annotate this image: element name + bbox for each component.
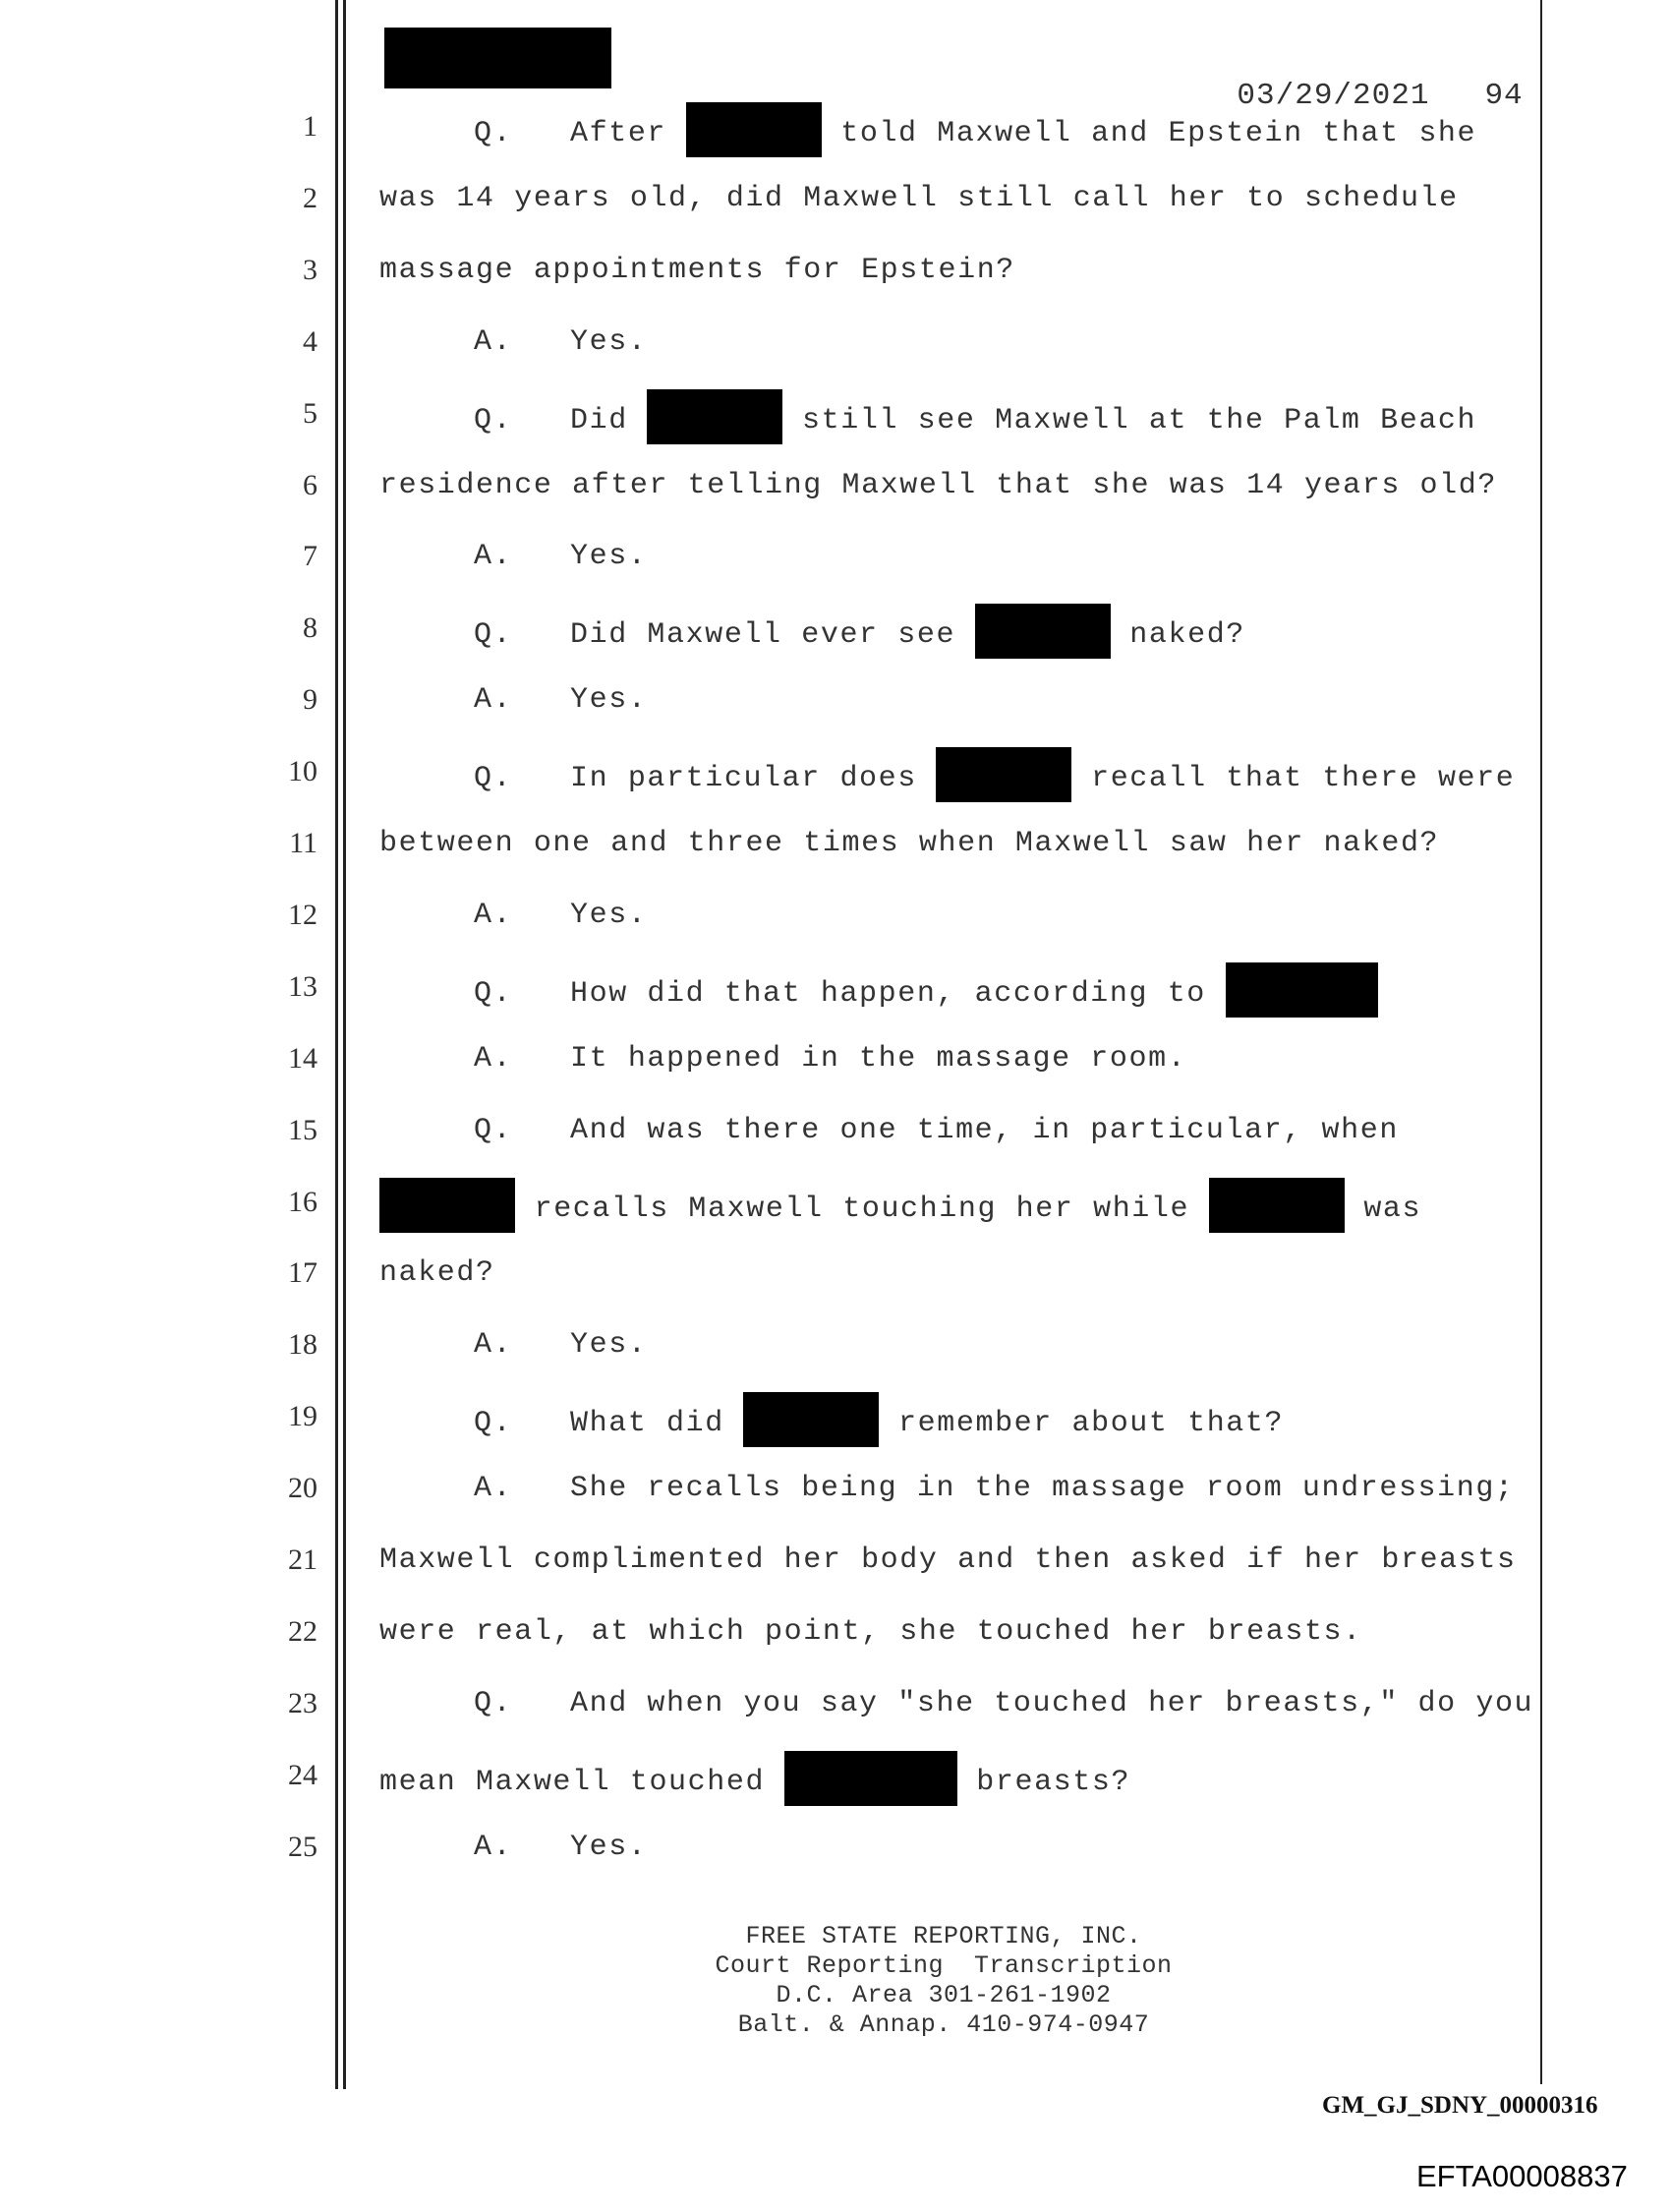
line-text — [379, 469, 1497, 502]
line-text-segment: A. Yes. — [474, 1328, 648, 1363]
transcript-line — [0, 1114, 1671, 1173]
line-text-segment: massage appointments for Epstein? — [379, 253, 1015, 287]
line-number: 2 — [303, 181, 317, 214]
transcript-line — [0, 611, 1671, 670]
line-text-segment: Q. And was there one time, in particular, when — [474, 1113, 1399, 1147]
line-number: 8 — [303, 611, 317, 645]
line-text-segment: naked? — [1110, 618, 1245, 653]
line-number: 14 — [288, 1041, 317, 1075]
line-text-segment: Q. Did — [474, 403, 648, 437]
line-number: 25 — [288, 1830, 317, 1863]
line-number: 15 — [288, 1113, 317, 1146]
line-text-segment: were real, at which point, she touched her breasts. — [379, 1614, 1362, 1649]
line-text — [474, 683, 647, 717]
line-text-segment: recalls Maxwell touching her while — [515, 1192, 1209, 1226]
line-text — [474, 899, 647, 932]
footer-dc-phone: D.C. Area 301-261-1902 — [776, 1981, 1112, 2009]
line-text-segment: still see Maxwell at the Palm Beach — [782, 403, 1477, 437]
line-text — [474, 1042, 1186, 1076]
redaction-box — [647, 389, 782, 444]
transcript-line — [0, 540, 1671, 599]
line-number: 1 — [303, 110, 317, 143]
line-text — [379, 1759, 1130, 1806]
line-number: 19 — [288, 1400, 317, 1433]
transcript-line — [0, 469, 1671, 528]
line-number: 9 — [303, 683, 317, 717]
line-number: 13 — [288, 969, 317, 1003]
line-number: 17 — [288, 1256, 317, 1290]
line-text — [474, 1831, 647, 1864]
redaction-box — [975, 604, 1111, 659]
line-number: 4 — [303, 324, 317, 358]
line-text-segment: remember about that? — [879, 1407, 1285, 1441]
line-text-segment: Q. And when you say "she touched her breasts," do you — [474, 1686, 1534, 1720]
line-text — [474, 1400, 1284, 1447]
line-text — [474, 325, 647, 359]
line-text — [474, 397, 1476, 444]
footer-company: FREE STATE REPORTING, INC. — [745, 1922, 1142, 1950]
line-text-segment: residence after telling Maxwell that she was 14 years old? — [379, 468, 1497, 502]
transcript-line — [0, 1186, 1671, 1245]
line-text-segment: told Maxwell and Epstein that she — [821, 117, 1477, 150]
line-text — [474, 970, 1378, 1018]
transcript-line — [0, 827, 1671, 886]
line-number: 5 — [303, 396, 317, 430]
line-number: 21 — [288, 1543, 317, 1576]
line-text-segment: A. She recalls being in the massage room undressing; — [474, 1472, 1515, 1506]
header-redaction — [384, 28, 611, 88]
transcript-line — [0, 1042, 1671, 1101]
redaction-box — [686, 102, 822, 157]
line-text-segment: Maxwell complimented her body and then asked if her breasts — [379, 1543, 1517, 1577]
line-text-segment: A. It happened in the massage room. — [474, 1041, 1187, 1076]
transcript-line — [0, 1615, 1671, 1674]
line-text-segment: Q. How did that happen, according to — [474, 976, 1226, 1011]
line-text-segment: mean Maxwell touched — [379, 1765, 784, 1799]
transcript-line — [0, 325, 1671, 384]
line-text-segment: A. Yes. — [474, 540, 648, 574]
line-text — [379, 827, 1439, 860]
bates-efta-number: EFTA00008837 — [1416, 2159, 1628, 2193]
transcript-line — [0, 1256, 1671, 1315]
line-text — [379, 182, 1459, 215]
redaction-box — [784, 1751, 957, 1806]
transcript-line — [0, 110, 1671, 169]
line-text — [474, 1687, 1533, 1720]
line-text-segment: A. Yes. — [474, 898, 648, 932]
line-text-segment: was — [1344, 1192, 1422, 1226]
line-number: 20 — [288, 1472, 317, 1505]
transcript-line — [0, 1472, 1671, 1531]
line-number: 23 — [288, 1686, 317, 1719]
bates-gm-number: GM_GJ_SDNY_00000316 — [1322, 2092, 1598, 2119]
line-number: 22 — [288, 1614, 317, 1648]
line-text — [474, 1472, 1515, 1505]
line-text — [379, 1543, 1517, 1577]
header-page-number: 94 — [1484, 79, 1524, 113]
line-text-segment: Q. After — [474, 117, 686, 150]
line-text — [474, 755, 1515, 802]
transcript-line — [0, 1328, 1671, 1387]
line-text-segment: Q. What did — [474, 1407, 744, 1441]
transcript-line — [0, 1400, 1671, 1459]
line-text — [379, 1615, 1362, 1649]
header-date: 03/29/2021 — [1237, 79, 1430, 113]
transcript-line — [0, 755, 1671, 814]
transcript-line — [0, 1831, 1671, 1890]
line-text-segment: A. Yes. — [474, 683, 648, 718]
line-text-segment: was 14 years old, did Maxwell still call her to schedule — [379, 181, 1459, 215]
line-number: 24 — [288, 1758, 317, 1791]
line-text-segment: breasts? — [956, 1765, 1131, 1799]
line-text — [474, 1114, 1399, 1147]
line-text-segment: Q. In particular does — [474, 762, 937, 796]
redaction-box — [1209, 1178, 1345, 1233]
transcript-line — [0, 1687, 1671, 1746]
transcript-line — [0, 970, 1671, 1029]
line-text-segment: naked? — [379, 1256, 495, 1291]
footer-services: Court Reporting Transcription — [715, 1951, 1173, 1980]
line-number: 11 — [289, 827, 317, 859]
line-number: 3 — [303, 253, 317, 286]
line-number: 7 — [303, 540, 317, 573]
line-text-segment: A. Yes. — [474, 324, 648, 359]
redaction-box — [379, 1178, 515, 1233]
transcript-line — [0, 1759, 1671, 1818]
line-number: 6 — [303, 468, 317, 501]
footer-balt-phone: Balt. & Annap. 410-974-0947 — [737, 2010, 1150, 2039]
line-text — [474, 110, 1476, 157]
transcript-line — [0, 1543, 1671, 1602]
line-text-segment: Q. Did Maxwell ever see — [474, 618, 975, 653]
line-number: 10 — [288, 755, 317, 788]
line-text — [474, 611, 1245, 659]
line-text — [379, 254, 1015, 287]
transcript-line — [0, 899, 1671, 958]
line-number: 18 — [288, 1328, 317, 1362]
transcript-line — [0, 182, 1671, 241]
redaction-box — [936, 747, 1071, 802]
redaction-box — [743, 1392, 879, 1447]
line-text — [379, 1186, 1421, 1233]
transcript-line — [0, 254, 1671, 313]
transcript-line — [0, 397, 1671, 456]
transcript-line — [0, 683, 1671, 742]
reporter-footer — [354, 1922, 1533, 2040]
line-text — [474, 1328, 647, 1362]
line-text-segment: between one and three times when Maxwell saw her naked? — [379, 827, 1440, 860]
line-text-segment: A. Yes. — [474, 1830, 648, 1864]
redaction-box — [1226, 962, 1378, 1018]
line-number: 16 — [288, 1185, 317, 1218]
line-text — [379, 1256, 495, 1290]
line-number: 12 — [288, 898, 317, 931]
line-text — [474, 540, 647, 573]
line-text-segment: recall that there were — [1071, 762, 1516, 796]
